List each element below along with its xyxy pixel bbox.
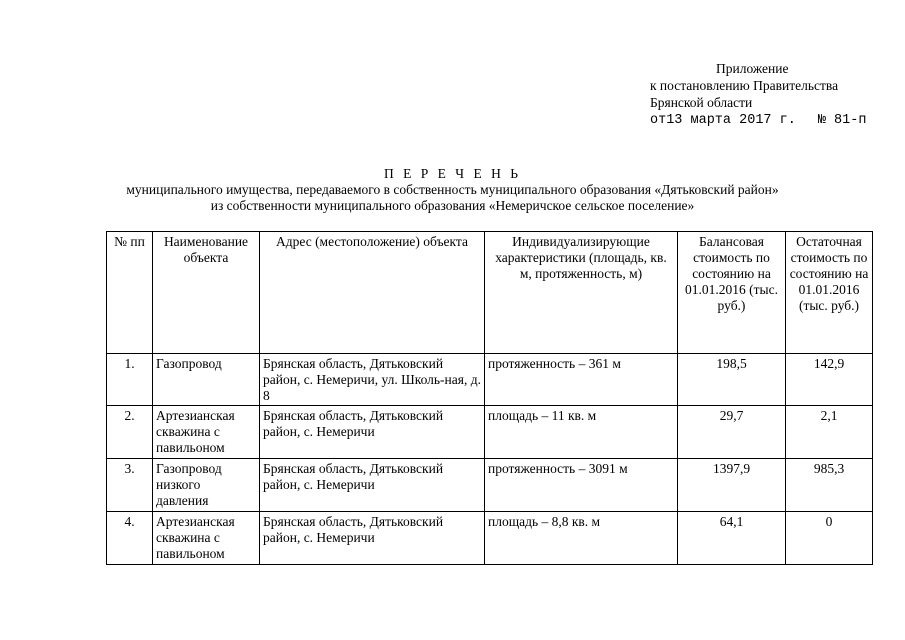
row-number: 2. — [107, 406, 153, 459]
document-heading — [0, 166, 905, 214]
header-address: Адрес (местоположение) объекта — [260, 232, 485, 354]
header-number: № пп — [107, 232, 153, 354]
row-residual-value: 142,9 — [786, 354, 873, 406]
row-number: 3. — [107, 459, 153, 512]
row-characteristics: площадь – 11 кв. м — [485, 406, 678, 459]
row-balance-value: 198,5 — [678, 354, 786, 406]
document-title: П Е Р Е Ч Е Н Ь — [384, 166, 521, 181]
row-residual-value: 985,3 — [786, 459, 873, 512]
row-characteristics: протяженность – 3091 м — [485, 459, 678, 512]
row-balance-value: 29,7 — [678, 406, 786, 459]
row-number: 1. — [107, 354, 153, 406]
row-characteristics: площадь – 8,8 кв. м — [485, 512, 678, 565]
row-address: Брянская область, Дятьковский район, с. Немеричи, ул. Школь-ная, д. 8 — [260, 354, 485, 406]
row-address: Брянская область, Дятьковский район, с. Немеричи — [260, 512, 485, 565]
table-row — [107, 354, 873, 406]
appendix-decree: к постановлению Правительства — [650, 78, 839, 93]
property-table — [106, 231, 873, 565]
row-address: Брянская область, Дятьковский район, с. Немеричи — [260, 459, 485, 512]
appendix-date-prefix: от — [650, 113, 667, 128]
row-residual-value: 0 — [786, 512, 873, 565]
header-balance-value: Балансовая стоимость по состоянию на 01.01.2016 (тыс. руб.) — [678, 232, 786, 354]
row-number: 4. — [107, 512, 153, 565]
table-row — [107, 512, 873, 565]
row-balance-value: 64,1 — [678, 512, 786, 565]
appendix-number: № 81-п — [817, 113, 867, 128]
table-row — [107, 406, 873, 459]
row-residual-value: 2,1 — [786, 406, 873, 459]
row-address: Брянская область, Дятьковский район, с. Немеричи — [260, 406, 485, 459]
appendix-region: Брянской области — [650, 95, 753, 110]
header-residual-value: Остаточная стоимость по состоянию на 01.01.2016 (тыс. руб.) — [786, 232, 873, 354]
table-header-row — [107, 232, 873, 354]
document-subtitle-1: муниципального имущества, передаваемого в собственность муниципального образования «Дятьковский район» — [126, 182, 779, 197]
appendix-date: 13 марта 2017 г. — [666, 113, 796, 128]
header-name: Наименование объекта — [153, 232, 260, 354]
appendix-block — [650, 60, 890, 129]
row-name: Газопровод — [153, 354, 260, 406]
row-balance-value: 1397,9 — [678, 459, 786, 512]
row-characteristics: протяженность – 361 м — [485, 354, 678, 406]
row-name: Артезианская скважина с павильоном — [153, 512, 260, 565]
header-characteristics: Индивидуализирующие характеристики (площадь, кв. м, протяженность, м) — [485, 232, 678, 354]
appendix-signature-line — [650, 112, 890, 129]
document-subtitle-2: из собственности муниципального образования «Немеричское сельское поселение» — [210, 198, 695, 213]
row-name: Артезианская скважина с павильоном — [153, 406, 260, 459]
appendix-title: Приложение — [716, 61, 789, 76]
row-name: Газопровод низкого давления — [153, 459, 260, 512]
table-row — [107, 459, 873, 512]
